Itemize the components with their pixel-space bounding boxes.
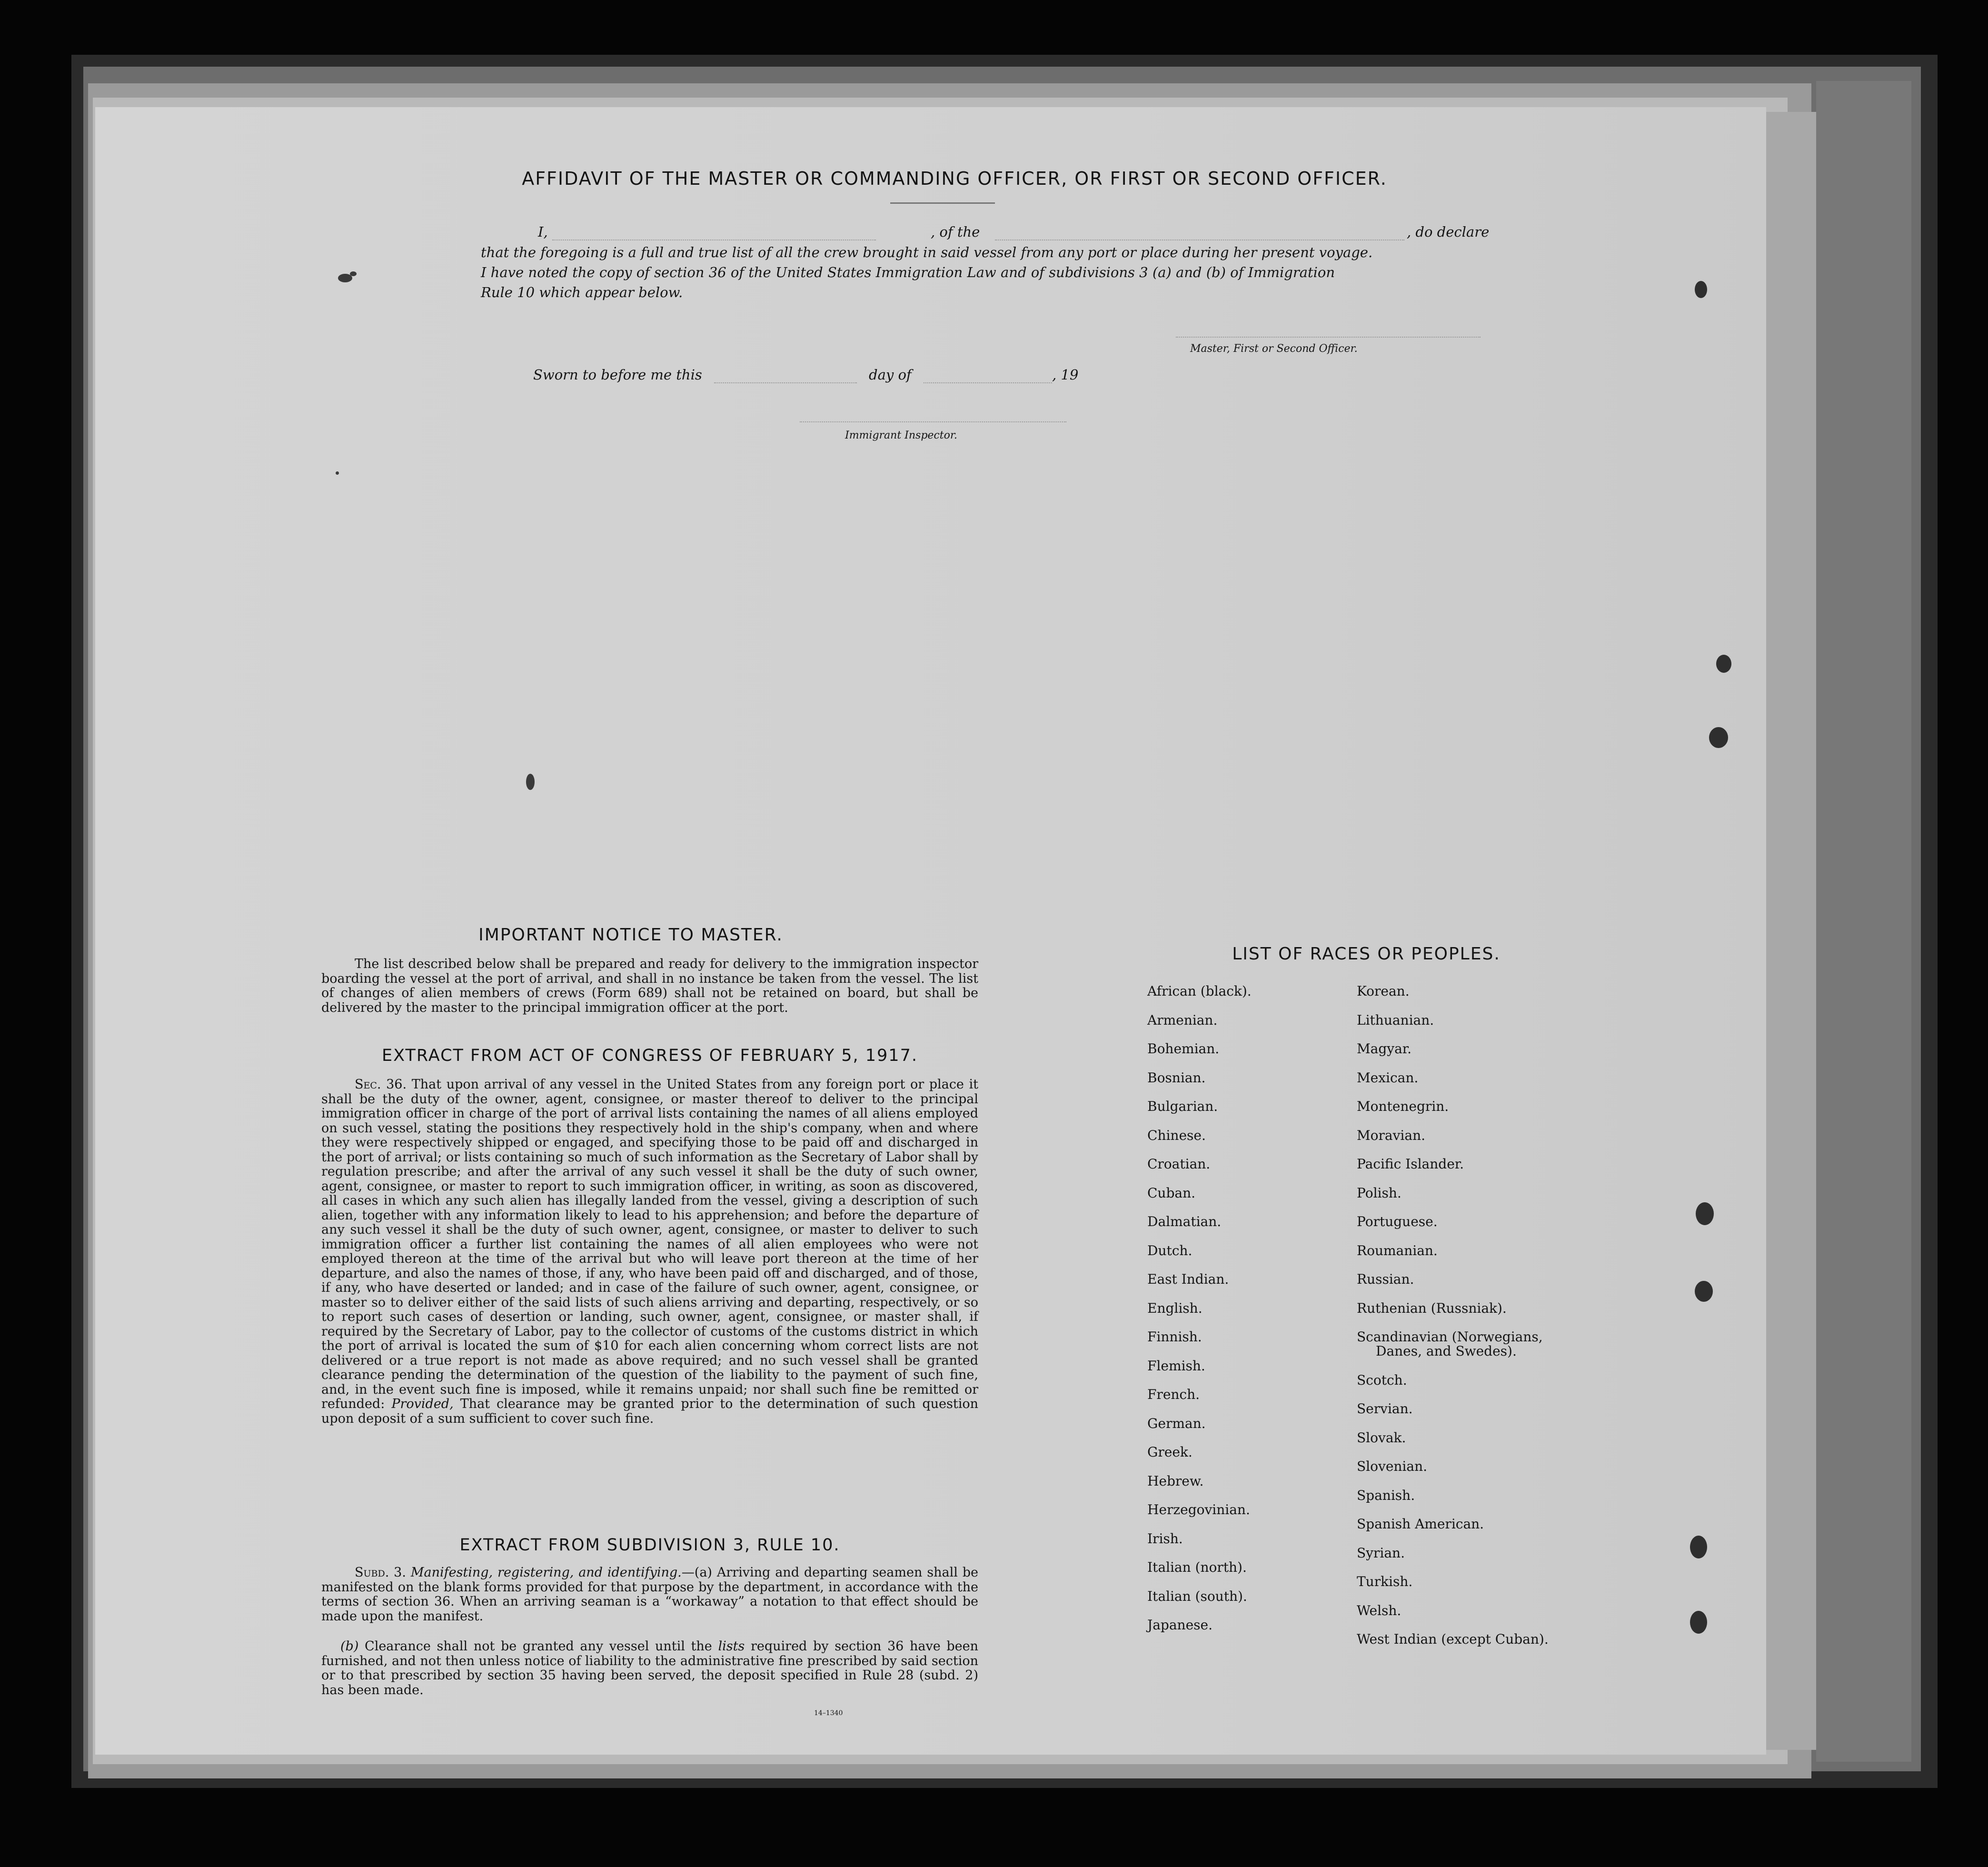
race-item: Moravian. (1357, 1127, 1426, 1143)
race-item: Dalmatian. (1147, 1214, 1222, 1229)
race-item: Roumanian. (1357, 1242, 1438, 1258)
manifest-page (95, 107, 1766, 1755)
inspector-signature-line (800, 421, 1066, 422)
master-signature-label: Master, First or Second Officer. (1190, 343, 1358, 355)
inspector-signature-label: Immigrant Inspector. (845, 429, 957, 441)
race-item: Flemish. (1147, 1358, 1205, 1374)
affidavit-declare: , do declare (1407, 224, 1490, 240)
page-right-edge (1764, 112, 1816, 1750)
master-signature-line (1176, 337, 1481, 338)
sworn-text: Sworn to before me this (533, 367, 702, 383)
race-item: Greek. (1147, 1444, 1193, 1460)
act-text (321, 1078, 978, 1426)
race-item: Italian (north). (1147, 1559, 1247, 1575)
affidavit-line4: Rule 10 which appear below. (481, 284, 683, 300)
race-item: Scandinavian (Norwegians, (1357, 1329, 1543, 1345)
race-item: Spanish. (1357, 1487, 1415, 1503)
race-item: Ruthenian (Russniak). (1357, 1300, 1507, 1316)
race-item: Dutch. (1147, 1242, 1193, 1258)
month-blank (924, 382, 1052, 383)
race-item: Spanish American. (1357, 1516, 1484, 1532)
affidavit-line2: that the foregoing is a full and true list of all the crew brought in said vessel from any port or place during her present voyage. (481, 244, 1373, 260)
race-item: Hebrew. (1147, 1473, 1204, 1489)
race-item: West Indian (except Cuban). (1357, 1631, 1549, 1647)
rule-title: EXTRACT FROM SUBDIVISION 3, RULE 10. (459, 1536, 840, 1555)
race-item: Bohemian. (1147, 1041, 1220, 1057)
ink-smudge (350, 271, 357, 276)
race-item: Cuban. (1147, 1185, 1196, 1201)
punch-hole (1709, 727, 1728, 748)
race-item: French. (1147, 1387, 1200, 1402)
act-body-end: That clearance may be granted prior to the determination of such question upon deposit of a sum sufficient to cover such fine. (321, 1397, 979, 1426)
punch-hole (1696, 1202, 1714, 1225)
race-item: Bosnian. (1147, 1069, 1206, 1086)
act-section-label: Sec. 36. (355, 1077, 407, 1092)
notice-body: The list described below shall be prepared and ready for delivery to the immigration inspector boarding the vessel at the port of arrival, and shall in no instance be taken from the vessel. The list of changes of alien members of crews (Form 689) shall not be retained on board, but shall be delivered by the master to the principal immigration officer at the port. (321, 957, 978, 1015)
race-item: Pacific Islander. (1357, 1156, 1464, 1172)
rule-subd-label: Subd. 3. (355, 1565, 406, 1580)
race-item: Japanese. (1147, 1617, 1213, 1633)
act-body: That upon arrival of any vessel in the United States from any foreign port or place it shall be the duty of the owner, agent, consignee, or master thereof to deliver to the principal immigration officer in charge of the port of arrival lists containing the names of all aliens employed on such vessel, stating the positions they respectively hold in the ship's company, when and where they were respectively shipped or engaged, and specifying those to be paid off and discharged in the port of arrival; or lists containing so much of such information as the Secretary of Labor shall by regulation prescribe; and after the arrival of any such vessel it shall be the duty of such owner, agent, consignee, or master to report to such immigration officer, in writing, as soon as discovered, all cases in which any such alien has illegally landed from the vessel, giving a description of such alien, together with any information likely to lead to his apprehension; and before the departure of any such vessel it shall be the duty of such owner, agent, consignee, or master to deliver to such immigration officer a further list containing the names of all alien employees who were not employed thereon at the time of the arrival but who will leave port thereon at the time of her departure, and also the names of those, if any, who have been paid off and discharged, and of those, if any, who have deserted or landed; and in case of the failure of such owner, agent, consignee, or master so to deliver either of the said lists of such aliens arriving and departing, respectively, or so to report such cases of desertion or landing, such owner, agent, consignee, or master shall, if required by the Secretary of Labor, pay to the collector of customs of the customs district in which the port of arrival is located the sum of $10 for each alien concerning whom correct lists are not delivered or a true report is not made as above required; and no such vessel shall be granted clearance pending the determination of the question of the liability to the payment of such fine, and, in the event such fine is imposed, while it remains unpaid; nor shall such fine be remitted or refunded: (321, 1077, 979, 1411)
race-item: Slovenian. (1357, 1458, 1427, 1474)
race-item: Herzegovinian. (1147, 1502, 1250, 1518)
rule-para-a-text: —(a) Arriving and departing seamen shall be manifested on the blank forms provided for that purpose by the department, in accordance with the terms of section 36. When an arriving seaman is a “workaway” a notation to that effect should be made upon the manifest. (321, 1565, 978, 1624)
punch-hole (1695, 281, 1707, 298)
punch-hole (1690, 1536, 1707, 1558)
race-item: Mexican. (1357, 1069, 1419, 1086)
affidavit-of-the: , of the (931, 224, 980, 240)
affidavit-line3: I have noted the copy of section 36 of the United States Immigration Law and of subdivisions 3 (a) and (b) of Immigration (481, 264, 1335, 280)
race-item: Russian. (1357, 1271, 1414, 1287)
stacked-pages-edge (1816, 81, 1911, 1762)
rule-para-b-lists: lists (718, 1639, 745, 1654)
race-item: Irish. (1147, 1530, 1183, 1547)
race-item: East Indian. (1147, 1271, 1229, 1287)
rule-para-b-label: (b) (340, 1639, 359, 1654)
race-item: Finnish. (1147, 1329, 1202, 1345)
rule-para-b (321, 1639, 978, 1697)
punch-hole (1695, 1281, 1713, 1302)
race-item: Scotch. (1357, 1372, 1407, 1388)
race-item: Polish. (1357, 1185, 1402, 1201)
race-item: Armenian. (1147, 1012, 1218, 1028)
race-item: Montenegrin. (1357, 1098, 1449, 1114)
races-title: LIST OF RACES OR PEOPLES. (1232, 944, 1501, 964)
punch-hole (1716, 655, 1731, 673)
affidavit-i: I, (538, 224, 548, 240)
rule-para-b-text2: required by section 36 have been furnished, and not then unless notice of liability to the administrative fine prescribed by said section or to that prescribed by section 35 having been served, the deposit specified in Rule 28 (subd. 2) has been made. (321, 1639, 978, 1697)
notice-text (321, 957, 978, 1015)
race-item: Magyar. (1357, 1041, 1412, 1057)
ink-smudge (526, 774, 535, 790)
day-of-text: day of (869, 367, 912, 383)
race-item: Welsh. (1357, 1602, 1402, 1618)
punch-hole (1690, 1611, 1707, 1634)
race-item: Bulgarian. (1147, 1098, 1218, 1114)
form-number: 14–1340 (814, 1709, 843, 1717)
affidavit-title: AFFIDAVIT OF THE MASTER OR COMMANDING OFFICER, OR FIRST OR SECOND OFFICER. (522, 168, 1387, 189)
race-item: Korean. (1357, 983, 1410, 999)
race-item: Italian (south). (1147, 1588, 1247, 1604)
notice-title: IMPORTANT NOTICE TO MASTER. (478, 925, 783, 945)
year-text: , 19 (1052, 367, 1079, 383)
race-item: Croatian. (1147, 1156, 1211, 1172)
act-title: EXTRACT FROM ACT OF CONGRESS OF FEBRUARY 5, 1917. (382, 1046, 918, 1065)
race-item: Danes, and Swedes). (1376, 1343, 1517, 1359)
race-item: African (black). (1147, 983, 1252, 999)
title-rule (890, 202, 995, 204)
sworn-day-blank (714, 382, 857, 383)
race-item: English. (1147, 1300, 1203, 1316)
race-item: Slovak. (1357, 1429, 1406, 1446)
race-item: Portuguese. (1357, 1214, 1438, 1229)
ink-dot (336, 471, 339, 475)
race-item: Servian. (1357, 1401, 1413, 1417)
race-item: Chinese. (1147, 1127, 1206, 1143)
rule-subd-heading: Manifesting, registering, and identifying. (410, 1565, 682, 1580)
act-provided: Provided, (391, 1397, 454, 1411)
rule-para-a (321, 1566, 978, 1624)
race-item: Lithuanian. (1357, 1012, 1434, 1028)
rule-para-b-text1: Clearance shall not be granted any vessel until the (365, 1639, 712, 1654)
race-item: German. (1147, 1415, 1206, 1431)
race-item: Syrian. (1357, 1545, 1405, 1561)
race-item: Turkish. (1357, 1574, 1413, 1589)
